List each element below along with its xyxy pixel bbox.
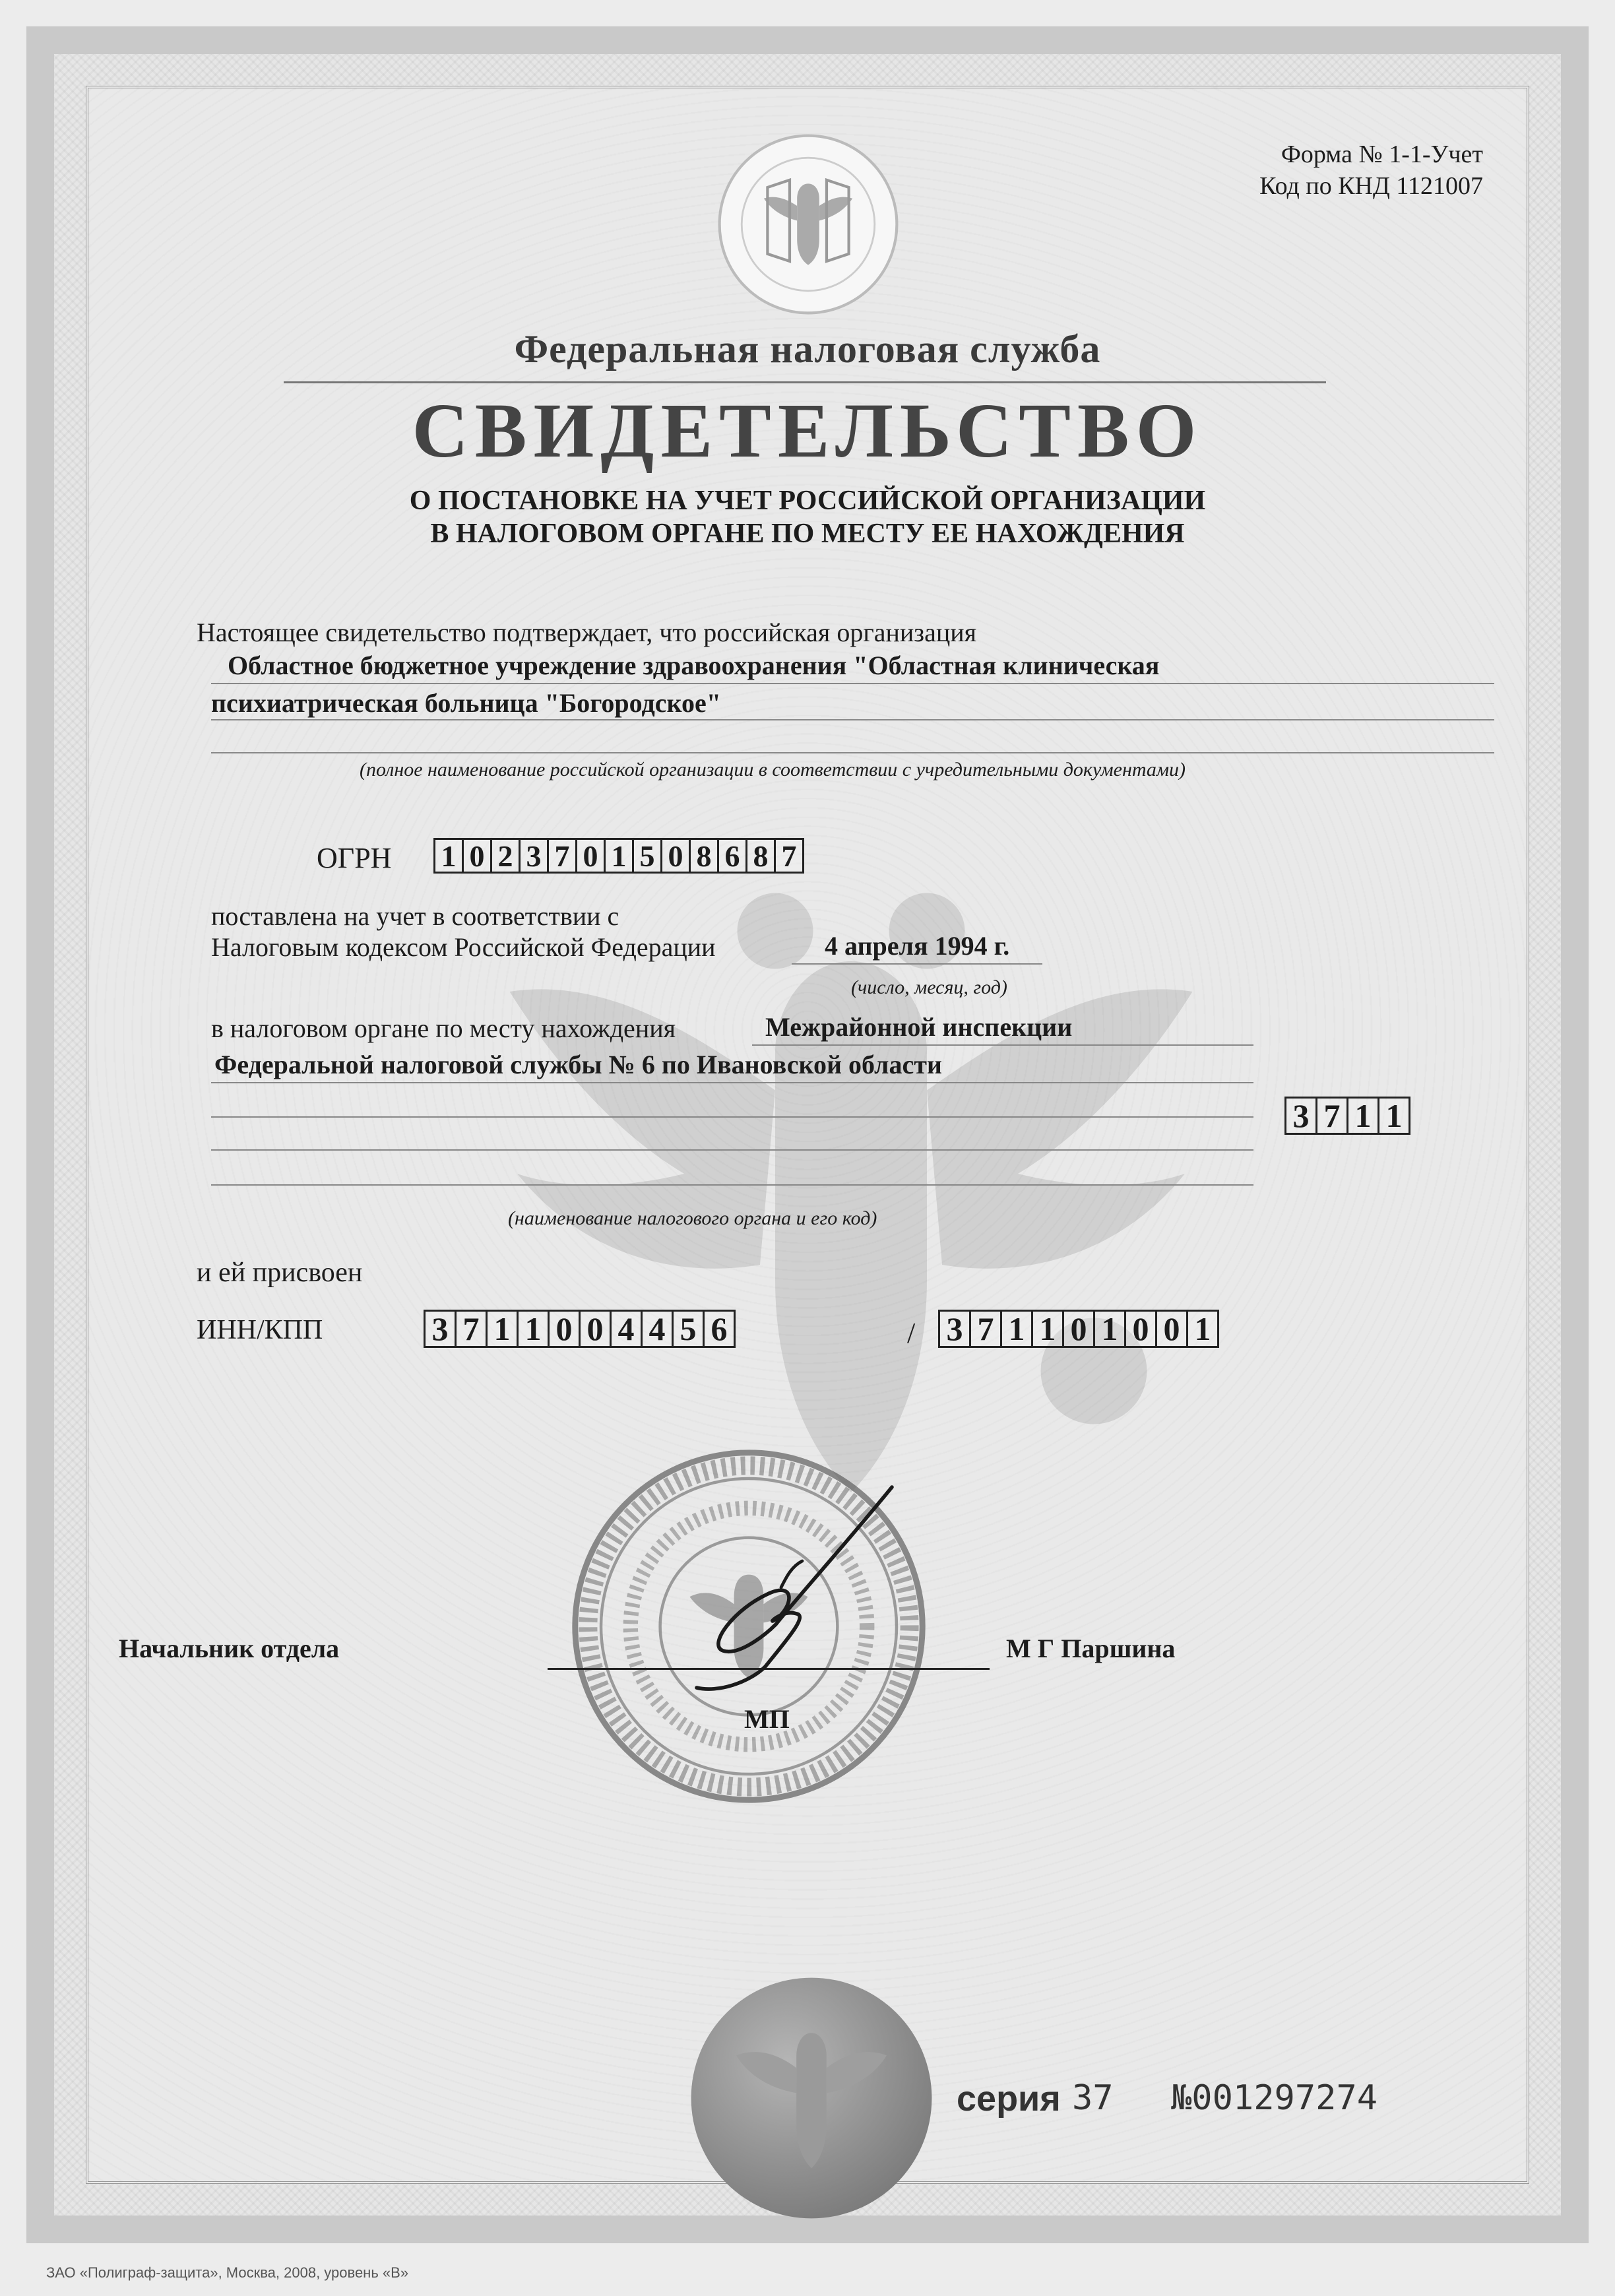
underline (211, 719, 1494, 720)
tax-office-intro: в налоговом органе по месту нахождения (211, 1013, 676, 1043)
registration-line1: поставлена на учет в соответствии с (211, 901, 619, 931)
hologram-emblem-icon (716, 132, 901, 317)
printer-imprint: ЗАО «Полиграф-защита», Москва, 2008, уровень «В» (46, 2264, 409, 2281)
embossed-seal-icon (686, 1973, 937, 2223)
underline (211, 752, 1494, 753)
digit-cell: 8 (745, 838, 776, 874)
digit-cell: 0 (548, 1310, 581, 1348)
registration-date: 4 апреля 1994 г. (825, 931, 1010, 961)
knd-code: Код по КНД 1121007 (1259, 172, 1483, 200)
digit-cell: 1 (486, 1310, 519, 1348)
tax-office-code (1286, 1097, 1410, 1135)
tax-office-caption: (наименование налогового органа и его код) (508, 1207, 877, 1229)
signer-position: Начальник отдела (119, 1634, 340, 1663)
digit-cell: 1 (1031, 1310, 1064, 1348)
digit-cell: 3 (1284, 1097, 1317, 1135)
tax-office-name-line1: Межрайонной инспекции (765, 1012, 1073, 1042)
stamp-place-label: МП (744, 1704, 790, 1734)
digit-cell: 4 (610, 1310, 643, 1348)
ogrn-label: ОГРН (317, 842, 392, 874)
digit-cell: 3 (424, 1310, 457, 1348)
digit-cell: 7 (969, 1310, 1002, 1348)
digit-cell: 3 (938, 1310, 971, 1348)
organization-caption: (полное наименование российской организации в соответствии с учредительными документами) (360, 759, 1186, 781)
underline (211, 683, 1494, 684)
document-subtitle-line1: О ПОСТАНОВКЕ НА УЧЕТ РОССИЙСКОЙ ОРГАНИЗАЦИИ (409, 486, 1206, 516)
digit-cell: 0 (575, 838, 606, 874)
digit-cell: 0 (1062, 1310, 1095, 1348)
digit-cell: 1 (604, 838, 634, 874)
tax-office-name-line2: Федеральной налоговой службы № 6 по Ивановской области (214, 1050, 942, 1079)
organization-name-line2: психиатрическая больница "Богородское" (211, 688, 721, 718)
underline (211, 1184, 1253, 1186)
digit-cell: 0 (660, 838, 691, 874)
form-number: Форма № 1-1-Учет (1281, 141, 1483, 168)
registration-line2: Налоговым кодексом Российской Федерации (211, 932, 716, 962)
digit-cell: 1 (1346, 1097, 1379, 1135)
digit-cell: 0 (1124, 1310, 1157, 1348)
assigned-label: и ей присвоен (197, 1258, 363, 1288)
underline (211, 1082, 1253, 1083)
serial-label: серия (957, 2079, 1061, 2119)
header-divider (284, 381, 1326, 383)
digit-cell: 1 (1093, 1310, 1126, 1348)
digit-cell: 0 (462, 838, 492, 874)
digit-cell: 2 (490, 838, 521, 874)
document-title: СВИДЕТЕЛЬСТВО (412, 387, 1203, 474)
digit-cell: 1 (433, 838, 464, 874)
serial-series: 37 (1072, 2078, 1114, 2118)
issuer-name: Федеральная налоговая служба (514, 327, 1101, 371)
signer-name: М Г Паршина (1006, 1634, 1176, 1663)
digit-cell: 1 (517, 1310, 550, 1348)
date-caption: (число, месяц, год) (851, 976, 1007, 998)
serial-number: №001297274 (1171, 2078, 1378, 2118)
digit-cell: 5 (632, 838, 662, 874)
digit-cell: 6 (717, 838, 747, 874)
inn-kpp-separator: / (907, 1317, 916, 1349)
inn-kpp-label: ИНН/КПП (197, 1315, 323, 1345)
underline (792, 963, 1042, 965)
digit-cell: 7 (455, 1310, 488, 1348)
digit-cell: 6 (703, 1310, 736, 1348)
underline (752, 1044, 1253, 1046)
digit-cell: 4 (641, 1310, 674, 1348)
digit-cell: 1 (1378, 1097, 1410, 1135)
organization-name-line1: Областное бюджетное учреждение здравоохранения "Областная клиническая (228, 651, 1160, 680)
digit-cell: 1 (1000, 1310, 1033, 1348)
underline (211, 1149, 1253, 1151)
underline (211, 1116, 1253, 1118)
digit-cell: 3 (519, 838, 549, 874)
digit-cell: 5 (672, 1310, 705, 1348)
handwritten-signature-icon (653, 1471, 930, 1709)
digit-cell: 7 (547, 838, 577, 874)
ogrn-digits (435, 838, 804, 874)
document-subtitle-line2: В НАЛОГОВОМ ОРГАНЕ ПО МЕСТУ ЕЕ НАХОЖДЕНИЯ (430, 519, 1185, 549)
digit-cell: 8 (689, 838, 719, 874)
digit-cell: 0 (579, 1310, 612, 1348)
digit-cell: 7 (1315, 1097, 1348, 1135)
kpp-digits (940, 1310, 1219, 1348)
digit-cell: 0 (1155, 1310, 1188, 1348)
inn-digits (426, 1310, 736, 1348)
intro-text: Настоящее свидетельство подтверждает, что российская организация (197, 618, 977, 647)
digit-cell: 7 (774, 838, 804, 874)
digit-cell: 1 (1186, 1310, 1219, 1348)
